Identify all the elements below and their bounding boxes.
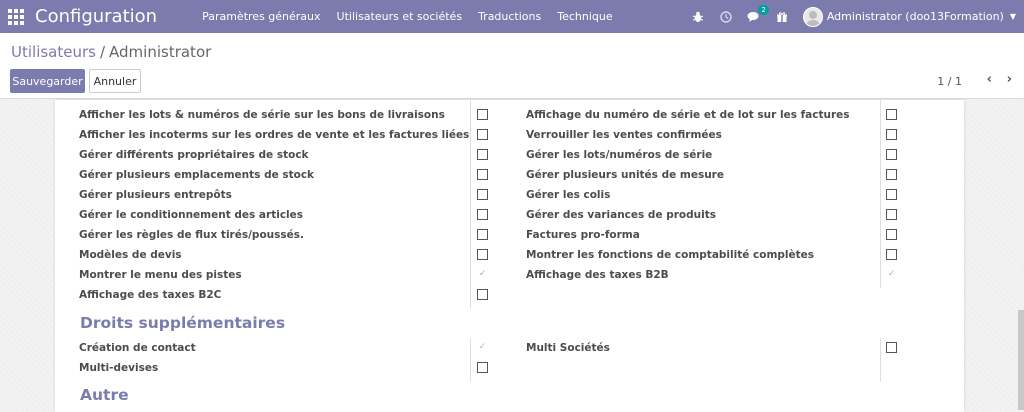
pager-value[interactable]: 1 / 1	[937, 75, 962, 88]
save-button[interactable]: Sauvegarder	[10, 69, 85, 93]
breadcrumb-users-link[interactable]: Utilisateurs	[11, 43, 96, 61]
menu-general-settings[interactable]: Paramètres généraux	[202, 10, 321, 23]
section-title-extra-rights: Droits supplémentaires	[80, 314, 286, 332]
checkbox-checked[interactable]: ✓	[478, 269, 487, 279]
checkbox[interactable]	[886, 169, 897, 180]
checkbox[interactable]	[477, 129, 488, 140]
main-navbar	[0, 0, 1024, 33]
column-divider-right-extra	[880, 338, 881, 382]
checkbox[interactable]	[477, 209, 488, 220]
chevron-down-icon[interactable]: ▼	[1009, 12, 1016, 21]
chevron-left-icon[interactable]: ‹	[986, 72, 992, 87]
chevron-right-icon[interactable]: ›	[1006, 72, 1012, 87]
clock-icon[interactable]	[719, 10, 733, 24]
checkbox[interactable]	[886, 209, 897, 220]
menu-users-companies[interactable]: Utilisateurs et sociétés	[336, 10, 463, 23]
field-label: Afficher les lots & numéros de série sur les bons de livraisons	[79, 109, 445, 121]
field-label: Gérer différents propriétaires de stock	[79, 149, 309, 161]
user-menu[interactable]: Administrator (doo13Formation)	[826, 10, 1004, 23]
top-menu	[202, 10, 629, 23]
field-label: Gérer plusieurs emplacements de stock	[79, 169, 315, 181]
checkbox[interactable]	[477, 362, 488, 373]
column-divider-left-extra	[470, 338, 471, 382]
systray	[691, 0, 1024, 33]
field-label: Montrer le menu des pistes	[79, 269, 242, 281]
checkbox[interactable]	[886, 189, 897, 200]
checkbox[interactable]	[886, 149, 897, 160]
field-label: Montrer les fonctions de comptabilité complètes	[526, 249, 815, 261]
field-label: Verrouiller les ventes confirmées	[526, 129, 722, 141]
checkbox[interactable]	[886, 229, 897, 240]
menu-translations[interactable]: Traductions	[478, 10, 542, 23]
apps-menu-icon[interactable]	[7, 8, 25, 26]
field-label: Gérer les règles de flux tirés/poussés.	[79, 229, 304, 241]
control-panel	[0, 33, 1024, 99]
checkbox[interactable]	[886, 342, 897, 353]
field-label: Gérer des variances de produits	[526, 209, 716, 221]
gift-icon[interactable]	[775, 10, 789, 24]
field-label: Factures pro-forma	[526, 229, 640, 241]
user-avatar[interactable]	[803, 7, 823, 27]
checkbox[interactable]	[477, 229, 488, 240]
field-label: Gérer les lots/numéros de série	[526, 149, 713, 161]
bug-icon[interactable]	[691, 10, 705, 24]
checkbox[interactable]	[477, 189, 488, 200]
messages-icon[interactable]	[747, 5, 766, 24]
breadcrumb-separator: /	[99, 43, 106, 61]
field-label: Afficher les incoterms sur les ordres de vente et les factures liées	[79, 129, 470, 141]
field-label: Affichage des taxes B2B	[526, 269, 669, 281]
checkbox[interactable]	[886, 249, 897, 260]
checkbox[interactable]	[886, 129, 897, 140]
checkbox[interactable]	[886, 109, 897, 120]
breadcrumb-current: Administrator	[109, 43, 212, 61]
scrollbar[interactable]	[1018, 100, 1024, 412]
field-label: Gérer les colis	[526, 189, 611, 201]
checkbox[interactable]	[477, 289, 488, 300]
menu-technical[interactable]: Technique	[557, 10, 613, 23]
section-title-other: Autre	[80, 386, 129, 404]
field-label: Affichage des taxes B2C	[79, 289, 222, 301]
checkbox[interactable]	[477, 169, 488, 180]
messages-count-badge: 2	[758, 5, 768, 15]
field-label: Création de contact	[79, 342, 196, 354]
discard-button[interactable]: Annuler	[89, 69, 141, 93]
app-title[interactable]: Configuration	[35, 6, 158, 27]
checkbox-checked[interactable]: ✓	[478, 342, 487, 352]
checkbox[interactable]	[477, 149, 488, 160]
scrollbar-thumb[interactable]	[1018, 310, 1024, 410]
form-sheet	[55, 100, 964, 412]
field-label: Gérer plusieurs entrepôts	[79, 189, 232, 201]
field-label: Multi-devises	[79, 362, 159, 374]
breadcrumb	[11, 43, 211, 61]
field-label: Affichage du numéro de série et de lot sur les factures	[526, 109, 850, 121]
column-divider-right	[880, 100, 881, 288]
field-label: Gérer le conditionnement des articles	[79, 209, 304, 221]
field-label: Gérer plusieurs unités de mesure	[526, 169, 724, 181]
column-divider-left	[470, 100, 471, 308]
checkbox[interactable]	[477, 109, 488, 120]
field-label: Modèles de devis	[79, 249, 182, 261]
checkbox-checked[interactable]: ✓	[887, 269, 896, 279]
checkbox[interactable]	[477, 249, 488, 260]
field-label: Multi Sociétés	[526, 342, 610, 354]
